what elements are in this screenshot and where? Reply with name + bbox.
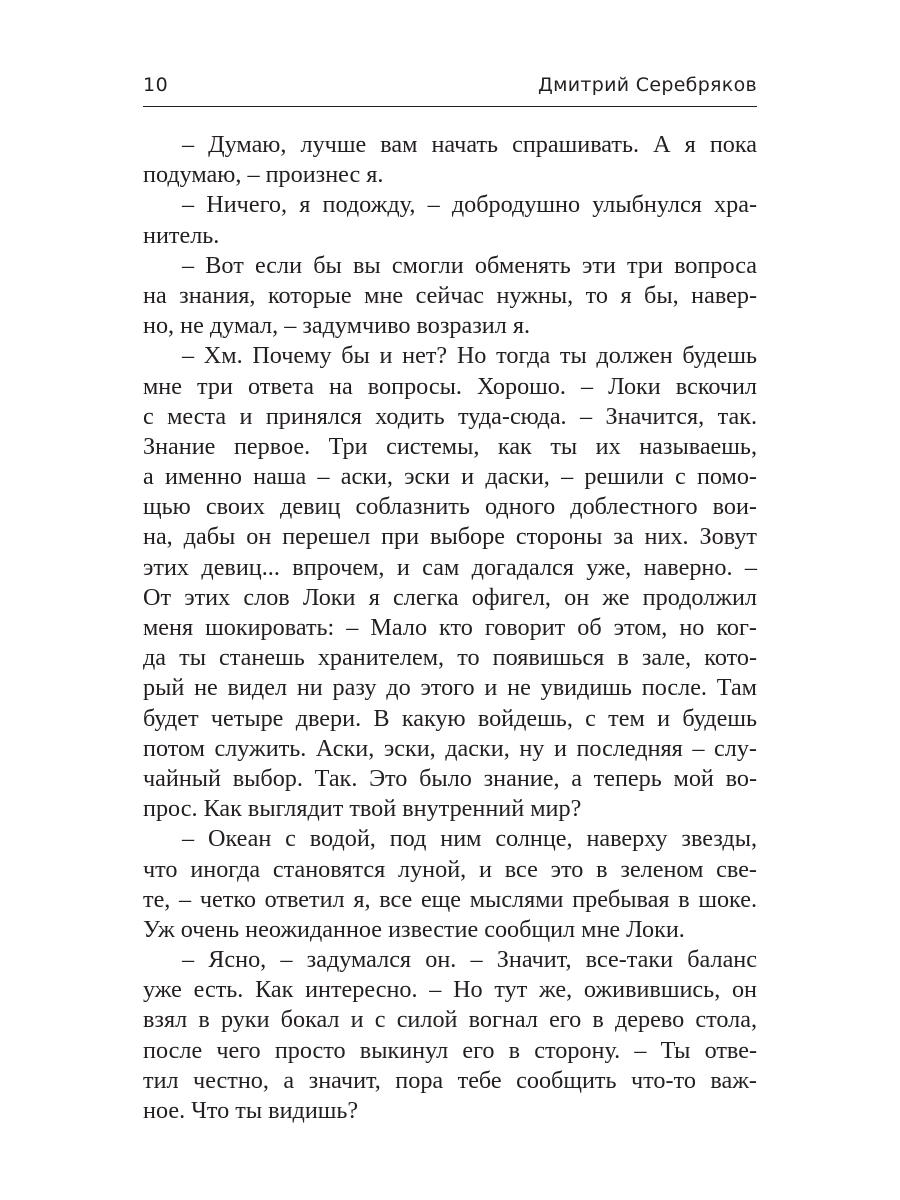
- text-line: будет четыре двери. В какую войдешь, с тем и будешь: [143, 704, 757, 732]
- text-line: – Ясно, – задумался он. – Значит, все-таки баланс: [182, 946, 757, 974]
- text-line: после чего просто выкинул его в сторону. – Ты отве-: [143, 1036, 757, 1064]
- text-line: меня шокировать: – Мало кто говорит об этом, но ког-: [143, 614, 757, 641]
- header-rule: [143, 106, 757, 107]
- text-line: что иногда становятся луной, и все это в зеленом све-: [143, 855, 757, 883]
- text-line: рый не видел ни разу до этого и не увидишь после. Там: [143, 674, 757, 702]
- text-line: нитель.: [143, 221, 220, 249]
- text-line: От этих слов Локи я слегка офигел, он же продолжил: [143, 583, 757, 611]
- text-line: тил честно, а значит, пора тебе сообщить что-то важ-: [143, 1066, 757, 1094]
- text-line: прос. Как выглядит твой внутренний мир?: [143, 795, 582, 823]
- paragraph: [143, 341, 757, 824]
- text-line: – Океан с водой, под ним солнце, наверху звезды,: [182, 825, 757, 853]
- paragraph: [143, 251, 757, 342]
- paragraph: [143, 130, 757, 190]
- text-line: – Хм. Почему бы и нет? Но тогда ты должен будешь: [182, 342, 757, 370]
- text-line: потом служить. Аски, эски, даски, ну и последняя – слу-: [143, 734, 757, 762]
- text-line: – Ничего, я подожду, – добродушно улыбнулся хра-: [182, 191, 757, 219]
- text-line: на, дабы он перешел при выборе стороны за них. Зовут: [143, 523, 757, 551]
- text-line: ное. Что ты видишь?: [143, 1097, 359, 1124]
- text-line: Знание первое. Три системы, как ты их называешь,: [143, 432, 757, 460]
- text-line: – Думаю, лучше вам начать спрашивать. А я пока: [182, 131, 757, 158]
- text-line: те, – четко ответил я, все еще мыслями пребывая в шоке.: [143, 885, 757, 913]
- text-line: а именно наша – аски, эски и даски, – решили с помо-: [143, 463, 757, 491]
- text-body: [143, 130, 757, 1126]
- text-line: на знания, которые мне сейчас нужны, то я бы, навер-: [143, 281, 757, 309]
- text-line: но, не думал, – задумчиво возразил я.: [143, 312, 531, 340]
- paragraph: [143, 945, 757, 1126]
- text-line: да ты станешь хранителем, то появишься в зале, кото-: [143, 644, 757, 672]
- text-line: с места и принялся ходить туда-сюда. – Значится, так.: [143, 402, 757, 430]
- paragraph: [143, 824, 757, 945]
- text-line: взял в руки бокал и с силой вогнал его в дерево стола,: [143, 1006, 757, 1034]
- paragraph: [143, 190, 757, 250]
- page-number: 10: [143, 74, 169, 96]
- text-line: подумаю, – произнес я.: [143, 161, 384, 189]
- text-line: – Вот если бы вы смогли обменять эти три вопроса: [182, 251, 757, 279]
- text-line: мне три ответа на вопросы. Хорошо. – Локи вскочил: [143, 372, 757, 400]
- text-line: Уж очень неожиданное известие сообщил мне Локи.: [143, 915, 685, 943]
- text-line: чайный выбор. Так. Это было знание, а теперь мой во-: [143, 764, 757, 792]
- text-line: щью своих девиц соблазнить одного доблестного вои-: [143, 493, 757, 521]
- running-head-author: Дмитрий Серебряков: [537, 74, 757, 96]
- text-line: этих девиц... впрочем, и сам догадался уже, наверно. –: [143, 553, 757, 581]
- text-line: уже есть. Как интересно. – Но тут же, оживившись, он: [143, 976, 757, 1004]
